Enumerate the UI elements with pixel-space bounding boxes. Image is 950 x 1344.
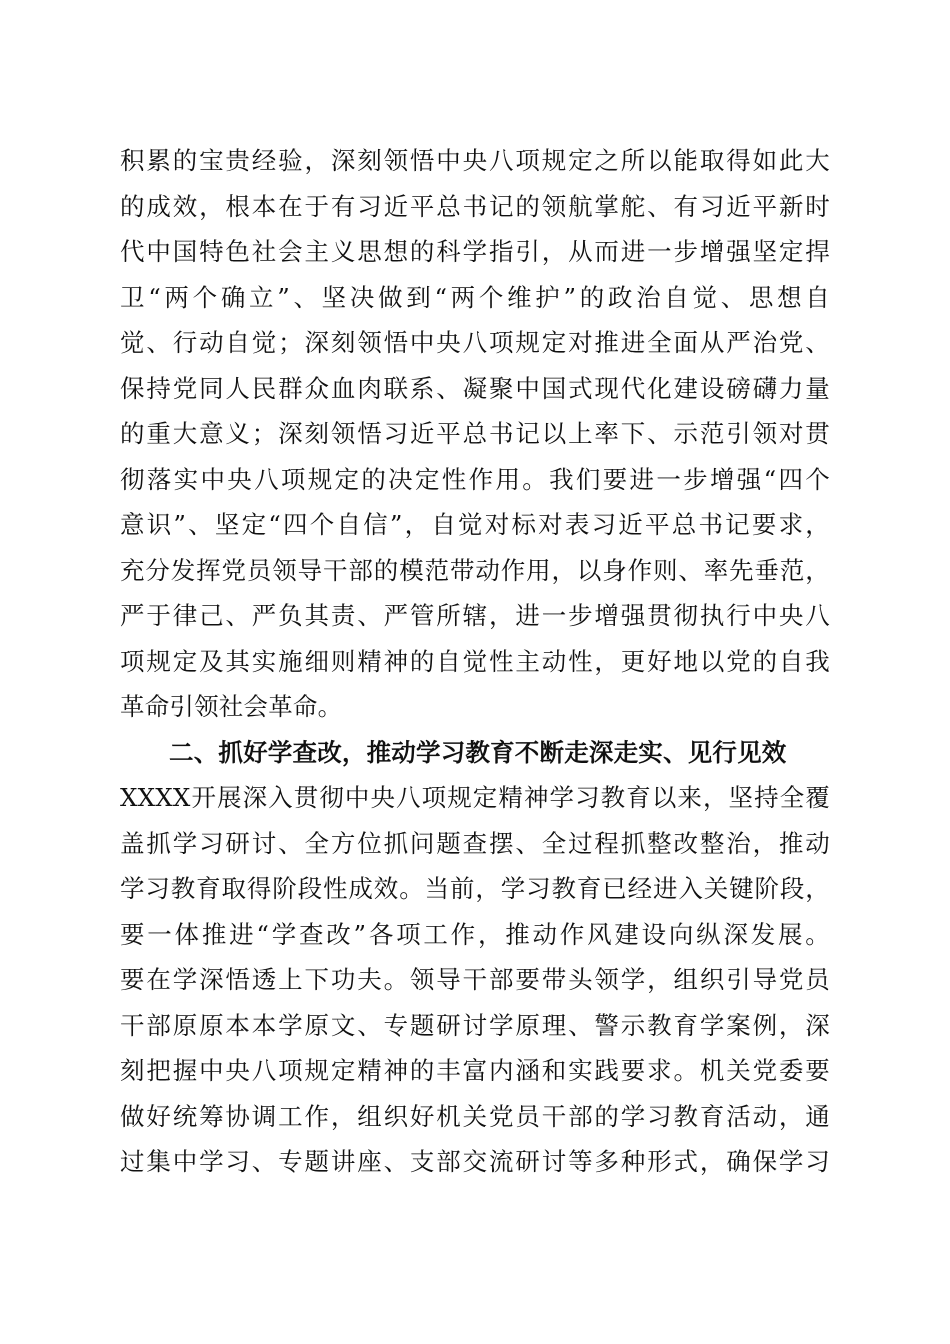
text-line: 刻把握中央八项规定精神的丰富内涵和实践要求。机关党委要 — [120, 1056, 830, 1085]
text-line: 干部原原本本学原文、专题研讨学原理、警示教育学案例，深 — [120, 1010, 830, 1040]
text-line: XXXX开展深入贯彻中央八项规定精神学习教育以来，坚持全覆 — [120, 783, 830, 812]
text-line: 盖抓学习研讨、全方位抓问题查摆、全过程抓整改整治，推动 — [120, 828, 830, 858]
text-line: 保持党同人民群众血肉联系、凝聚中国式现代化建设磅礴力量 — [120, 373, 830, 403]
text-line: 项规定及其实施细则精神的自觉性主动性，更好地以党的自我 — [120, 646, 830, 676]
text-line: 积累的宝贵经验，深刻领悟中央八项规定之所以能取得如此大 — [120, 146, 830, 175]
text-line: 彻落实中央八项规定的决定性作用。我们要进一步增强“四个 — [120, 464, 830, 494]
text-line: 做好统筹协调工作，组织好机关党员干部的学习教育活动，通 — [120, 1101, 830, 1131]
text-line: 学习教育取得阶段性成效。当前，学习教育已经进入关键阶段， — [120, 874, 830, 903]
text-line: 过集中学习、专题讲座、支部交流研讨等多种形式，确保学习 — [120, 1147, 830, 1176]
text-line: 卫“两个确立”、坚决做到“两个维护”的政治自觉、思想自 — [120, 282, 830, 312]
text-line: 要在学深悟透上下功夫。领导干部要带头领学，组织引导党员 — [120, 965, 830, 994]
text-line: 觉、行动自觉；深刻领悟中央八项规定对推进全面从严治党、 — [120, 328, 830, 357]
paragraph-1 — [120, 138, 830, 730]
text-line: 的成效，根本在于有习近平总书记的领航掌舵、有习近平新时 — [120, 191, 830, 221]
text-line: 的重大意义；深刻领悟习近平总书记以上率下、示范引领对贯 — [120, 419, 830, 448]
document-body — [120, 138, 830, 1185]
text-line: 严于律己、严负其责、严管所辖，进一步增强贯彻执行中央八 — [120, 601, 830, 630]
section-heading: 二、抓好学查改，推动学习教育不断走深走实、见行见效 — [169, 737, 787, 767]
text-line: 革命引领社会革命。 — [120, 692, 343, 721]
paragraph-2 — [120, 775, 830, 1185]
text-line: 要一体推进“学查改”各项工作，推动作风建设向纵深发展。 — [120, 919, 830, 949]
text-line: 意识”、坚定“四个自信”，自觉对标对表习近平总书记要求， — [120, 510, 830, 539]
text-line: 充分发挥党员领导干部的模范带动作用，以身作则、率先垂范， — [120, 555, 830, 585]
text-line: 代中国特色社会主义思想的科学指引，从而进一步增强坚定捍 — [120, 237, 830, 266]
